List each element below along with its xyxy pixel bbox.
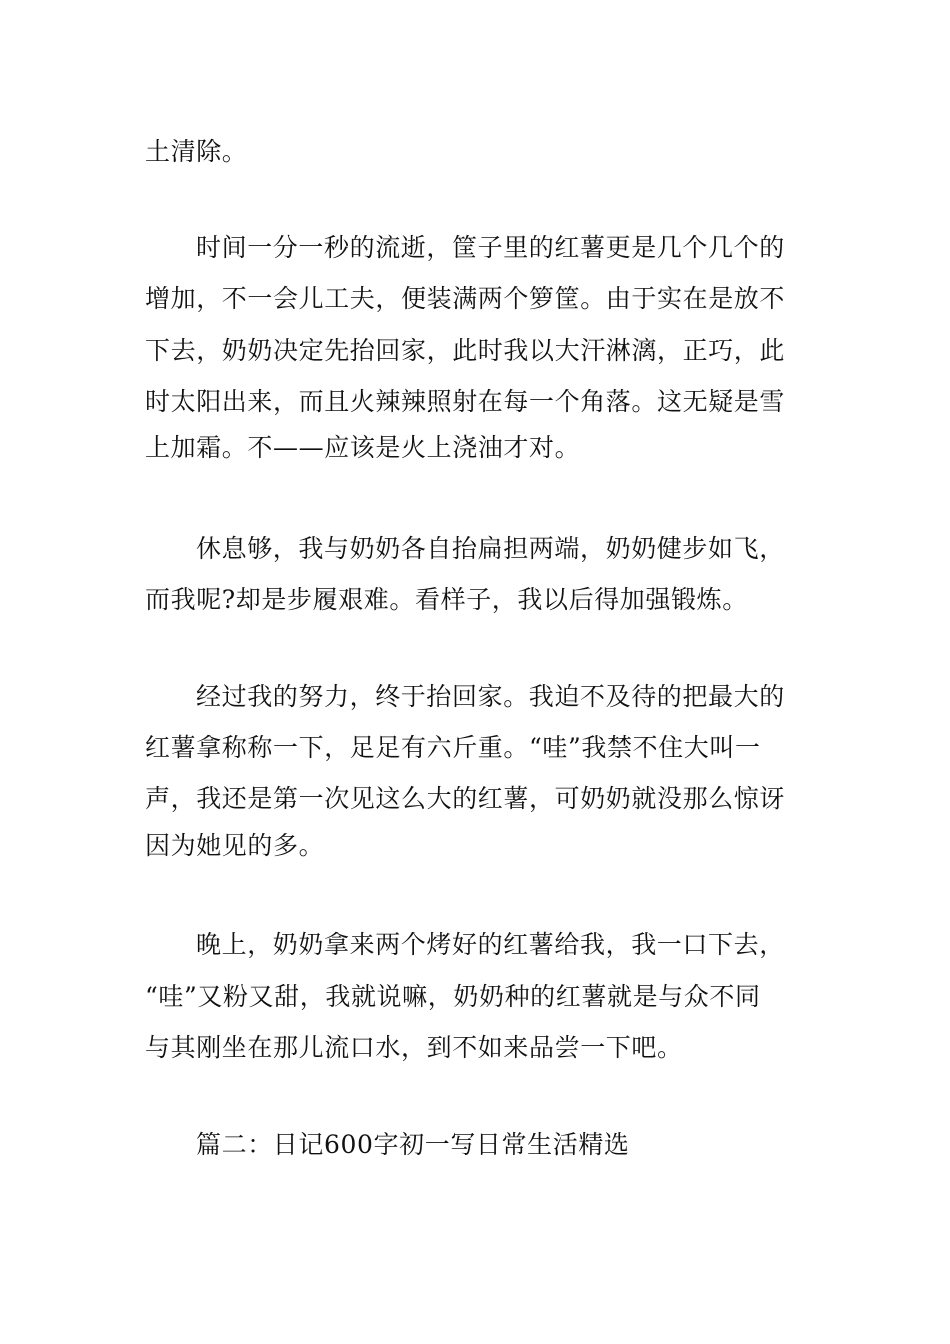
text-line: 红薯拿称称一下，足足有六斤重。“哇”我禁不住大叫一: [145, 733, 761, 762]
text-line: 上加霜。不——应该是火上浇油才对。: [145, 433, 581, 462]
text-line: 因为她见的多。: [145, 831, 325, 860]
text-line: “哇”又粉又甜，我就说嘛，奶奶种的红薯就是与众不同: [145, 982, 761, 1011]
text-line: 土清除。: [145, 137, 248, 166]
text-line: 而我呢?却是步履艰难。看样子，我以后得加强锻炼。: [145, 585, 748, 614]
text-line: 晚上，奶奶拿来两个烤好的红薯给我，我一口下去，: [196, 930, 785, 959]
section-heading: 篇二：日记600字初一写日常生活精选: [196, 1130, 630, 1159]
text-line: 休息够，我与奶奶各自抬扁担两端，奶奶健步如飞，: [196, 534, 785, 563]
text-line: 时间一分一秒的流逝，筐子里的红薯更是几个几个的: [196, 233, 785, 262]
text-line: 与其刚坐在那儿流口水，到不如来品尝一下吧。: [145, 1033, 683, 1062]
text-line: 时太阳出来，而且火辣辣照射在每一个角落。这无疑是雪: [145, 387, 786, 416]
text-line: 声，我还是第一次见这么大的红薯，可奶奶就没那么惊讶: [145, 784, 786, 813]
text-line: 经过我的努力，终于抬回家。我迫不及待的把最大的: [196, 682, 785, 711]
text-line: 下去，奶奶决定先抬回家，此时我以大汗淋漓，正巧，此: [145, 336, 786, 365]
text-line: 增加，不一会儿工夫，便装满两个箩筐。由于实在是放不: [145, 284, 786, 313]
